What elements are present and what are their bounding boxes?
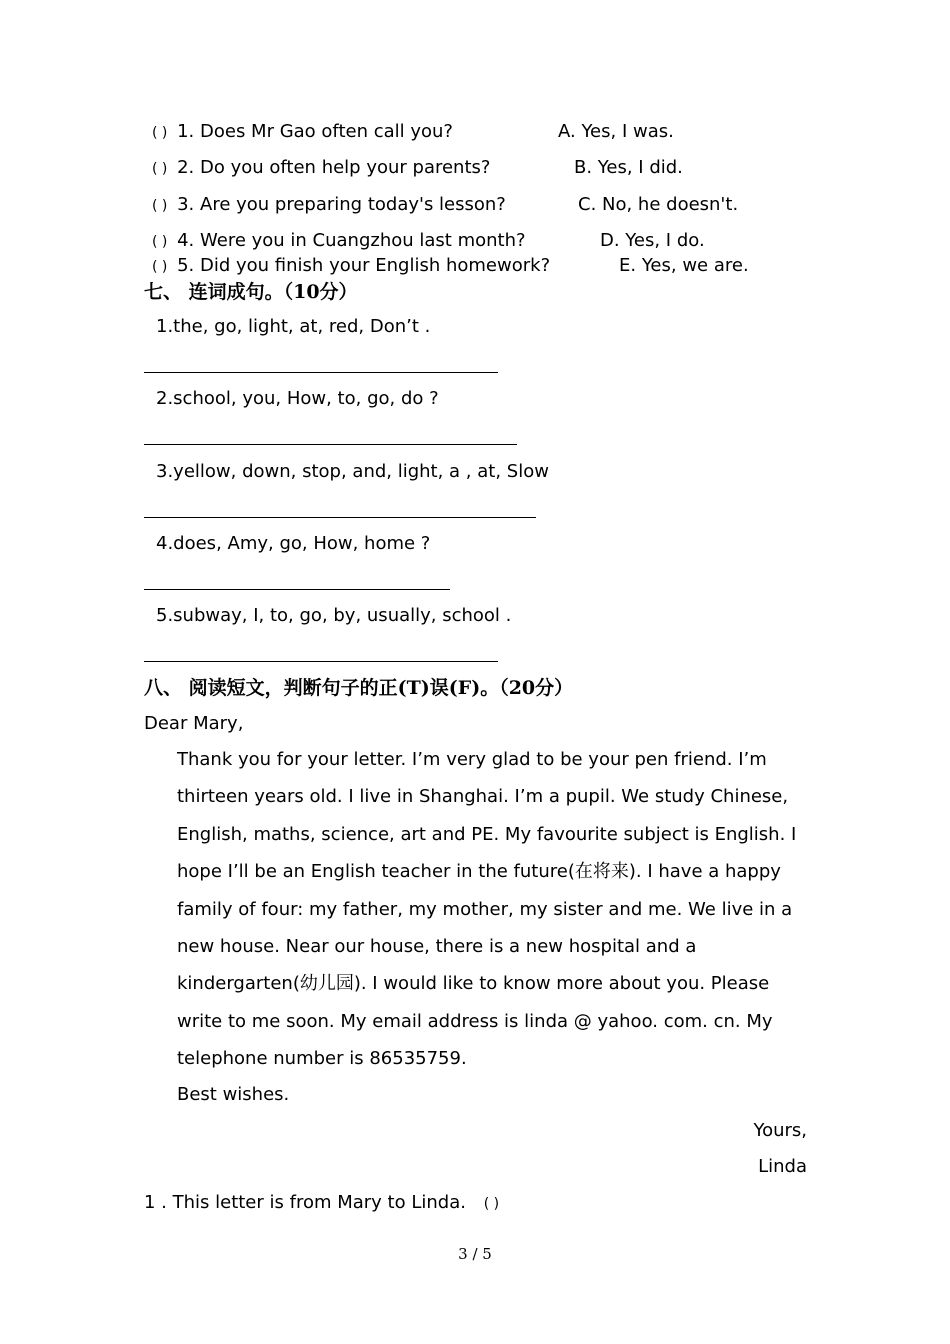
page-number: 3 / 5 — [458, 1245, 492, 1263]
answer-line-3[interactable] — [144, 517, 536, 518]
matching-row-1 — [152, 121, 453, 144]
option-d: D. Yes, I do. — [600, 230, 705, 251]
answer-line-5[interactable] — [144, 661, 498, 662]
question-text: 5. Did you finish your English homework? — [177, 255, 551, 276]
answer-blank[interactable]: ( ) — [152, 259, 168, 275]
sentence-item-2: 2.school, you, How, to, go, do ? — [156, 388, 439, 409]
sentence-item-3: 3.yellow, down, stop, and, light, a , at, Slow — [156, 461, 549, 482]
answer-blank[interactable]: ( ) — [483, 1196, 500, 1212]
sentence-item-4: 4.does, Amy, go, How, home ? — [156, 533, 431, 554]
option-b: B. Yes, I did. — [574, 157, 683, 178]
answer-line-4[interactable] — [144, 589, 450, 590]
question-text: 2. Do you often help your parents? — [177, 157, 491, 178]
letter-body — [144, 741, 808, 1078]
letter-sign-name: Linda — [758, 1156, 807, 1177]
option-a: A. Yes, I was. — [558, 121, 674, 142]
option-e: E. Yes, we are. — [619, 255, 749, 276]
option-c: C. No, he doesn't. — [578, 194, 739, 215]
answer-blank[interactable]: ( ) — [152, 125, 168, 141]
matching-row-4 — [152, 230, 526, 253]
answer-blank[interactable]: ( ) — [152, 234, 168, 250]
question-text: 1 . This letter is from Mary to Linda. — [144, 1192, 466, 1213]
question-text: 1. Does Mr Gao often call you? — [177, 121, 453, 142]
answer-blank[interactable]: ( ) — [152, 161, 168, 177]
matching-row-2 — [152, 157, 490, 180]
judgement-question-1 — [144, 1192, 499, 1215]
answer-line-1[interactable] — [144, 372, 498, 373]
sentence-item-1: 1.the, go, light, at, red, Don’t . — [156, 316, 431, 337]
section-8-title: 八、 阅读短文，判断句子的正(T)误(F)。（20分） — [144, 677, 574, 699]
letter-greeting: Dear Mary, — [144, 713, 244, 734]
section-7-title: 七、 连词成句。（10分） — [144, 281, 358, 303]
question-text: 4. Were you in Cuangzhou last month? — [177, 230, 526, 251]
letter-sign-yours: Yours, — [753, 1120, 807, 1141]
answer-blank[interactable]: ( ) — [152, 198, 168, 214]
letter-closing: Best wishes. — [177, 1084, 290, 1105]
sentence-item-5: 5.subway, I, to, go, by, usually, school . — [156, 605, 512, 626]
matching-row-5 — [152, 255, 550, 278]
answer-line-2[interactable] — [144, 444, 517, 445]
letter-paragraph: Thank you for your letter. I’m very glad to be your pen friend. I’m thirteen years old. I live in Shanghai. I’m a pupil. We study Chinese, English, maths, science, art and PE. My favourite subject is English. I hope I’ll be an English teacher in the future(在将来). I have a happy family of four: my father, my mother, my sister and me. We live in a new house. Near our house, there is a new hospital and a kindergarten(幼儿园). I would like to know more about you. Please write to me soon. My email address is linda @ yahoo. com. cn. My telephone number is 86535759. — [177, 749, 797, 1070]
matching-row-3 — [152, 194, 506, 217]
question-text: 3. Are you preparing today's lesson? — [177, 194, 506, 215]
